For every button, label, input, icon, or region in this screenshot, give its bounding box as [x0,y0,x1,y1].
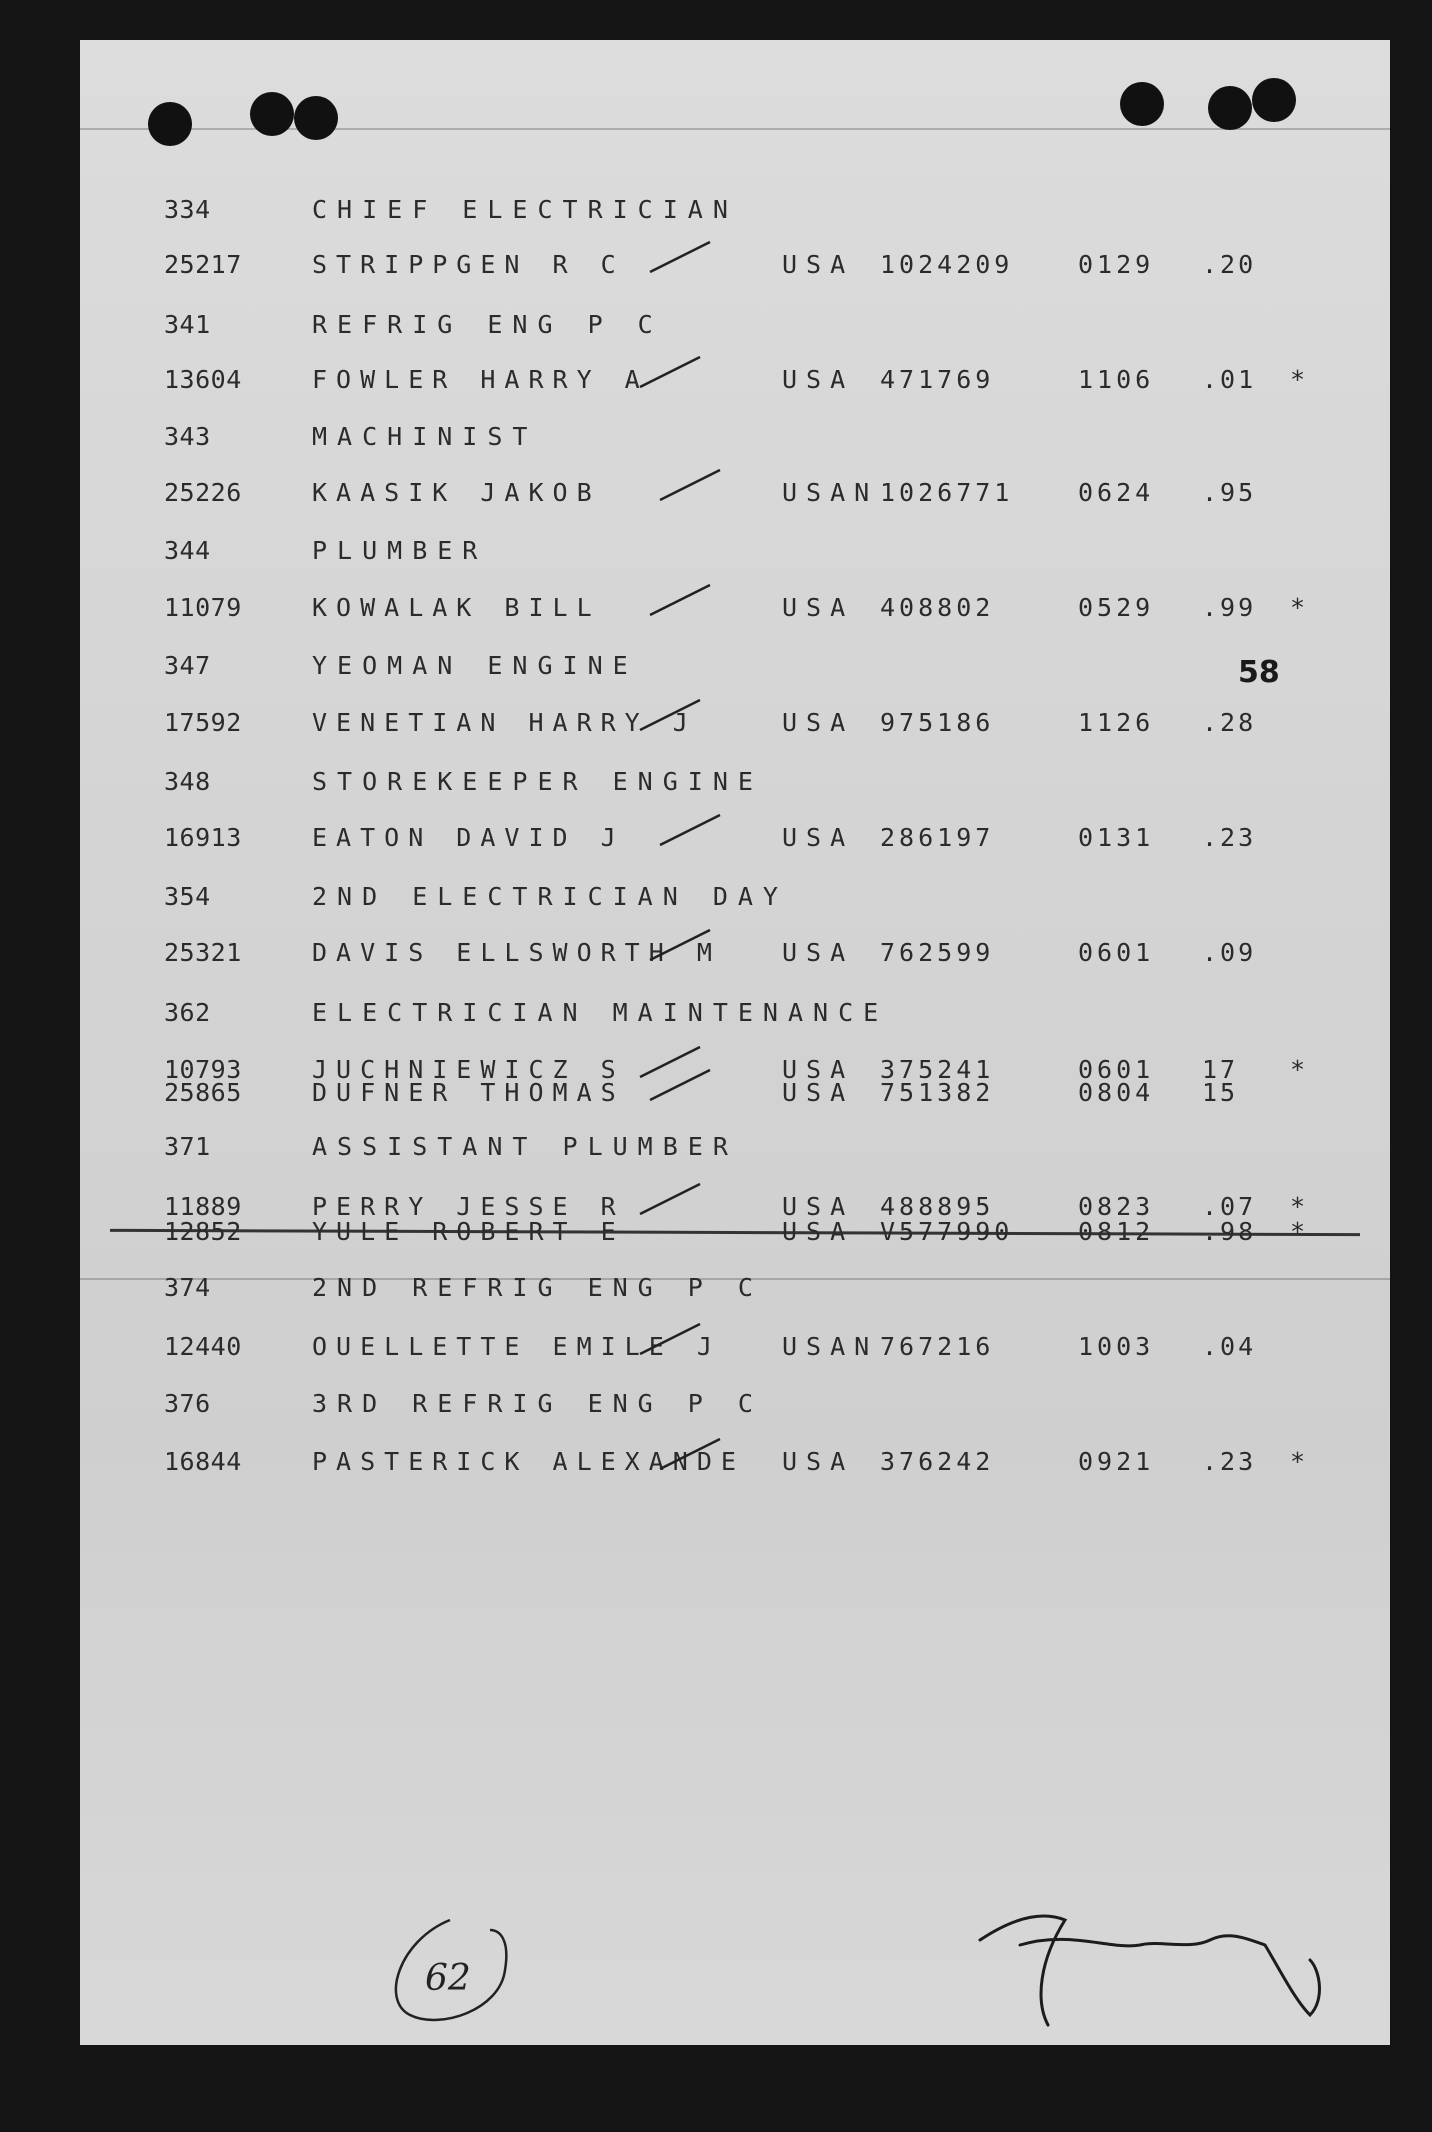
amount: 15 [1202,1078,1239,1107]
amount: .99 [1202,593,1257,622]
nationality: USAN [782,478,879,507]
crew-number: 12852 [164,1217,242,1246]
position-code: 362 [164,998,211,1027]
crew-number: 25865 [164,1078,242,1107]
crew-number: 16844 [164,1447,242,1476]
nationality: USA [782,1078,855,1107]
check-tick [660,470,720,500]
crew-name: STRIPPGEN R C [312,250,625,279]
crew-name: VENETIAN HARRY J [312,708,697,737]
handwriting-layer [80,40,1390,2045]
document-number: 471769 [880,365,995,394]
position-code: 347 [164,651,211,680]
position-code: 334 [164,195,211,224]
document-number: 1026771 [880,478,1014,507]
nationality: USAN [782,1332,879,1361]
amount: .23 [1202,1447,1257,1476]
check-tick [640,1324,700,1354]
nationality: USA [782,365,855,394]
amount: .20 [1202,250,1257,279]
amount: .23 [1202,823,1257,852]
date-code: 0921 [1078,1447,1155,1476]
nationality: USA [782,250,855,279]
check-tick [640,1047,700,1077]
nationality: USA [782,1217,855,1246]
position-title: 3RD REFRIG ENG P C [312,1389,763,1418]
position-title: MACHINIST [312,422,538,451]
nationality: USA [782,823,855,852]
nationality: USA [782,1192,855,1221]
date-code: 1126 [1078,708,1155,737]
folio-number [396,1920,506,2020]
position-title: 2ND ELECTRICIAN DAY [312,882,788,911]
position-title: ASSISTANT PLUMBER [312,1132,738,1161]
date-code: 0812 [1078,1217,1155,1246]
asterisk-mark: * [1290,1192,1306,1221]
amount: 17 [1202,1055,1239,1084]
position-code: 343 [164,422,211,451]
asterisk-mark: * [1290,593,1306,622]
amount: .07 [1202,1192,1257,1221]
document-number: 751382 [880,1078,995,1107]
date-code: 1106 [1078,365,1155,394]
crew-name: PASTERICK ALEXANDE [312,1447,745,1476]
position-code: 354 [164,882,211,911]
position-title: STOREKEEPER ENGINE [312,767,763,796]
document-number: 286197 [880,823,995,852]
check-tick [650,930,710,960]
crew-name: KAASIK JAKOB [312,478,601,507]
asterisk-mark: * [1290,1217,1306,1246]
amount: .04 [1202,1332,1257,1361]
document-page [80,40,1390,2045]
position-title: YEOMAN ENGINE [312,651,638,680]
check-tick [640,357,700,387]
crew-number: 13604 [164,365,242,394]
check-tick [650,585,710,615]
crew-name: OUELLETTE EMILE J [312,1332,721,1361]
date-code: 0823 [1078,1192,1155,1221]
check-tick [640,1184,700,1214]
nationality: USA [782,593,855,622]
position-code: 344 [164,536,211,565]
crew-name: EATON DAVID J [312,823,625,852]
position-code: 371 [164,1132,211,1161]
amount: .95 [1202,478,1257,507]
amount: .09 [1202,938,1257,967]
date-code: 0624 [1078,478,1155,507]
check-tick [650,1070,710,1100]
document-number: 1024209 [880,250,1014,279]
crew-name: JUCHNIEWICZ S [312,1055,625,1084]
crew-name: YULE ROBERT E [312,1217,625,1246]
crew-number: 11889 [164,1192,242,1221]
amount: .98 [1202,1217,1257,1246]
date-code: 1003 [1078,1332,1155,1361]
position-title: REFRIG ENG P C [312,310,663,339]
position-code: 341 [164,310,211,339]
date-code: 0601 [1078,1055,1155,1084]
folio-text: 62 [425,1958,471,1999]
asterisk-mark: * [1290,1055,1306,1084]
document-number: 975186 [880,708,995,737]
amount: .01 [1202,365,1257,394]
amount: .28 [1202,708,1257,737]
page-number: 58 [1238,655,1280,690]
crew-number: 25226 [164,478,242,507]
document-number: 762599 [880,938,995,967]
check-tick [660,1439,720,1469]
crew-number: 16913 [164,823,242,852]
document-number: 376242 [880,1447,995,1476]
document-number: V577990 [880,1217,1014,1246]
nationality: USA [782,938,855,967]
crew-number: 25321 [164,938,242,967]
check-tick [640,700,700,730]
position-code: 376 [164,1389,211,1418]
date-code: 0804 [1078,1078,1155,1107]
crew-name: KOWALAK BILL [312,593,601,622]
position-title: ELECTRICIAN MAINTENANCE [312,998,889,1027]
check-tick [650,242,710,272]
document-number: 767216 [880,1332,995,1361]
crew-number: 10793 [164,1055,242,1084]
position-title: PLUMBER [312,536,488,565]
crew-name: PERRY JESSE R [312,1192,625,1221]
check-tick [660,815,720,845]
date-code: 0529 [1078,593,1155,622]
crew-number: 25217 [164,250,242,279]
position-title: 2ND REFRIG ENG P C [312,1273,763,1302]
position-title: CHIEF ELECTRICIAN [312,195,738,224]
nationality: USA [782,1447,855,1476]
position-code: 348 [164,767,211,796]
nationality: USA [782,1055,855,1084]
document-number: 375241 [880,1055,995,1084]
crew-number: 11079 [164,593,242,622]
document-number: 488895 [880,1192,995,1221]
asterisk-mark: * [1290,1447,1306,1476]
crew-name: DUFNER THOMAS [312,1078,625,1107]
position-code: 374 [164,1273,211,1302]
date-code: 0601 [1078,938,1155,967]
asterisk-mark: * [1290,365,1306,394]
date-code: 0129 [1078,250,1155,279]
nationality: USA [782,708,855,737]
crew-name: DAVIS ELLSWORTH M [312,938,721,967]
crew-name: FOWLER HARRY A [312,365,649,394]
crew-number: 12440 [164,1332,242,1361]
date-code: 0131 [1078,823,1155,852]
signature [980,1916,1319,2025]
crew-number: 17592 [164,708,242,737]
document-number: 408802 [880,593,995,622]
